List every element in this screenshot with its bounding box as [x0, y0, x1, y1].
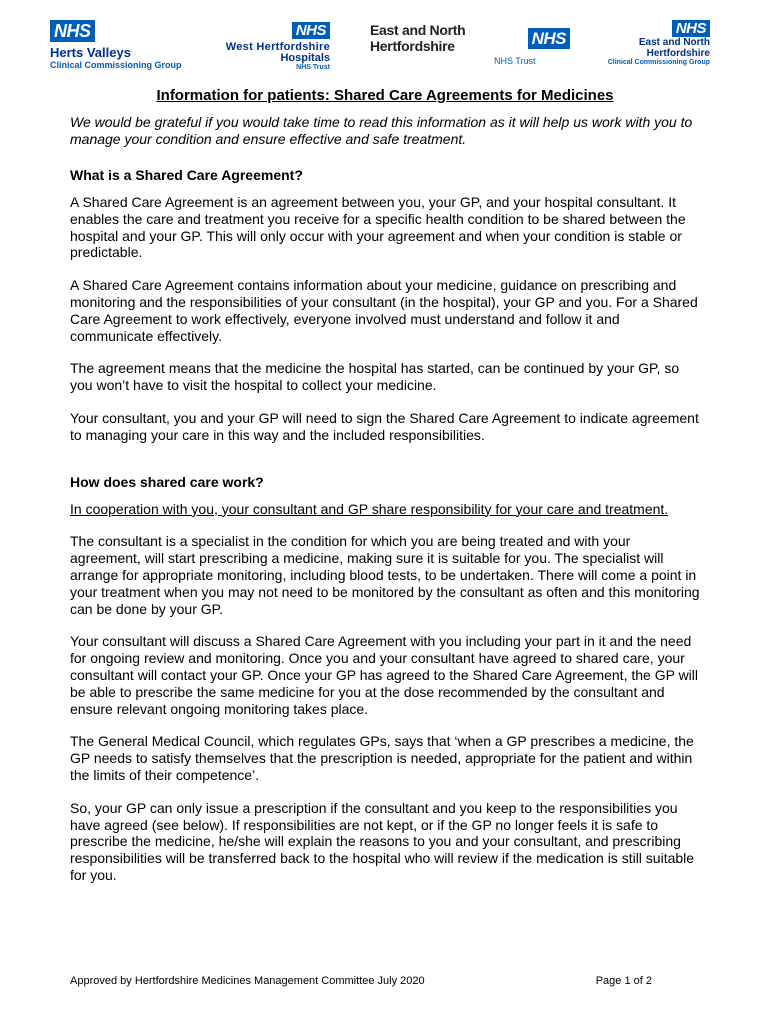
- approval-note: Approved by Hertfordshire Medicines Management Committee July 2020: [70, 975, 425, 987]
- paragraph: So, your GP can only issue a prescription if the consultant and you keep to the responsibilities you have agreed (see below). If responsibilities are not kept, or if the GP no longer feels it is safe to prescribe the medicine, he/she will explain the reasons to you and your consultant, and prescribing responsibilities will be transferred back to the hospital who will review if the medication is still suitable for you.: [70, 799, 695, 883]
- logo-org-name-2: Hospitals: [280, 52, 330, 64]
- paragraph: The agreement means that the medicine the hospital has started, can be continued by your GP, so you won’t have to visit the hospital to collect your medicine.: [70, 360, 680, 394]
- section-heading-what-is: What is a Shared Care Agreement?: [70, 167, 303, 183]
- section-heading-how-works: How does shared care work?: [70, 473, 264, 490]
- nhs-logo-icon: NHS: [528, 28, 570, 49]
- herts-valleys-ccg-logo: [50, 20, 182, 70]
- paragraph: A Shared Care Agreement is an agreement between you, your GP, and your hospital consultant. It enables the care and treatment you receive for a specific health condition to be shared between the hospital and your GP. This will only occur with your agreement and when your condition is stable or predictable.: [70, 194, 686, 261]
- document-body: [70, 86, 700, 900]
- logo-org-subtitle: NHS Trust: [494, 56, 536, 66]
- logo-org-subtitle: Clinical Commissioning Group: [50, 60, 182, 70]
- logo-header: [0, 0, 768, 80]
- nhs-logo-icon: NHS: [50, 20, 95, 42]
- paragraph: The General Medical Council, which regulates GPs, says that ‘when a GP prescribes a medicine, the GP needs to satisfy themselves that the prescription is needed, appropriate for the patient and within the limits of their competence’.: [70, 733, 694, 783]
- east-north-herts-ccg-logo: [598, 20, 710, 66]
- nhs-logo-icon: NHS: [672, 20, 710, 37]
- logo-org-name: West Hertfordshire: [225, 41, 330, 53]
- logo-org-subtitle: NHS Trust: [296, 64, 330, 71]
- intro-text: We would be grateful if you would take time to read this information as it will help us work with you to manage your condition and ensure effective and safe treatment.: [70, 114, 693, 147]
- logo-org-name-2: Hertfordshire: [646, 47, 710, 59]
- paragraph: The consultant is a specialist in the condition for which you are being treated and with your agreement, will start prescribing a medicine, making sure it is suitable for you. The specialist will arrange for appropriate monitoring, including blood tests, to be undertaken. There will come a point in your treatment when you may not need to be monitored by the consultant as often and this monitoring can be done by your GP.: [70, 533, 700, 617]
- page-number: Page 1 of 2: [595, 975, 652, 987]
- paragraph: Your consultant will discuss a Shared Care Agreement with you including your part in it and the need for ongoing review and monitoring. Once you and your consultant have agreed to shared care, your consultant will contact your GP. Once your GP has agreed to the Shared Care Agreement, the GP will be able to prescribe the same medicine for you at the dose recommended by the consultant and ensure relevant ongoing monitoring takes place.: [70, 633, 699, 717]
- paragraph: A Shared Care Agreement contains information about your medicine, guidance on prescribing and monitoring and the responsibilities of your consultant (in the hospital), your GP and you. For a Shared Care Agreement to work effectively, everyone involved must understand and follow it and communicate effectively.: [70, 277, 698, 344]
- underlined-statement: In cooperation with you, your consultant and GP share responsibility for your care and treatment.: [70, 500, 669, 517]
- east-north-herts-trust-logo: [370, 22, 570, 66]
- logo-org-subtitle: Clinical Commissioning Group: [607, 59, 710, 66]
- logo-org-name: Herts Valleys: [50, 45, 131, 60]
- nhs-logo-icon: NHS: [292, 22, 330, 39]
- spacer: [70, 460, 700, 474]
- page-title: Information for patients: Shared Care Agreements for Medicines: [156, 87, 614, 104]
- west-herts-hospitals-logo: [198, 22, 330, 71]
- paragraph: Your consultant, you and your GP will need to sign the Shared Care Agreement to indicate agreement to managing your care in this way and the included responsibilities.: [70, 409, 699, 443]
- logo-org-name: East and North: [638, 37, 710, 48]
- page-footer: [70, 975, 652, 987]
- logo-org-name: East and North Hertfordshire: [370, 22, 466, 54]
